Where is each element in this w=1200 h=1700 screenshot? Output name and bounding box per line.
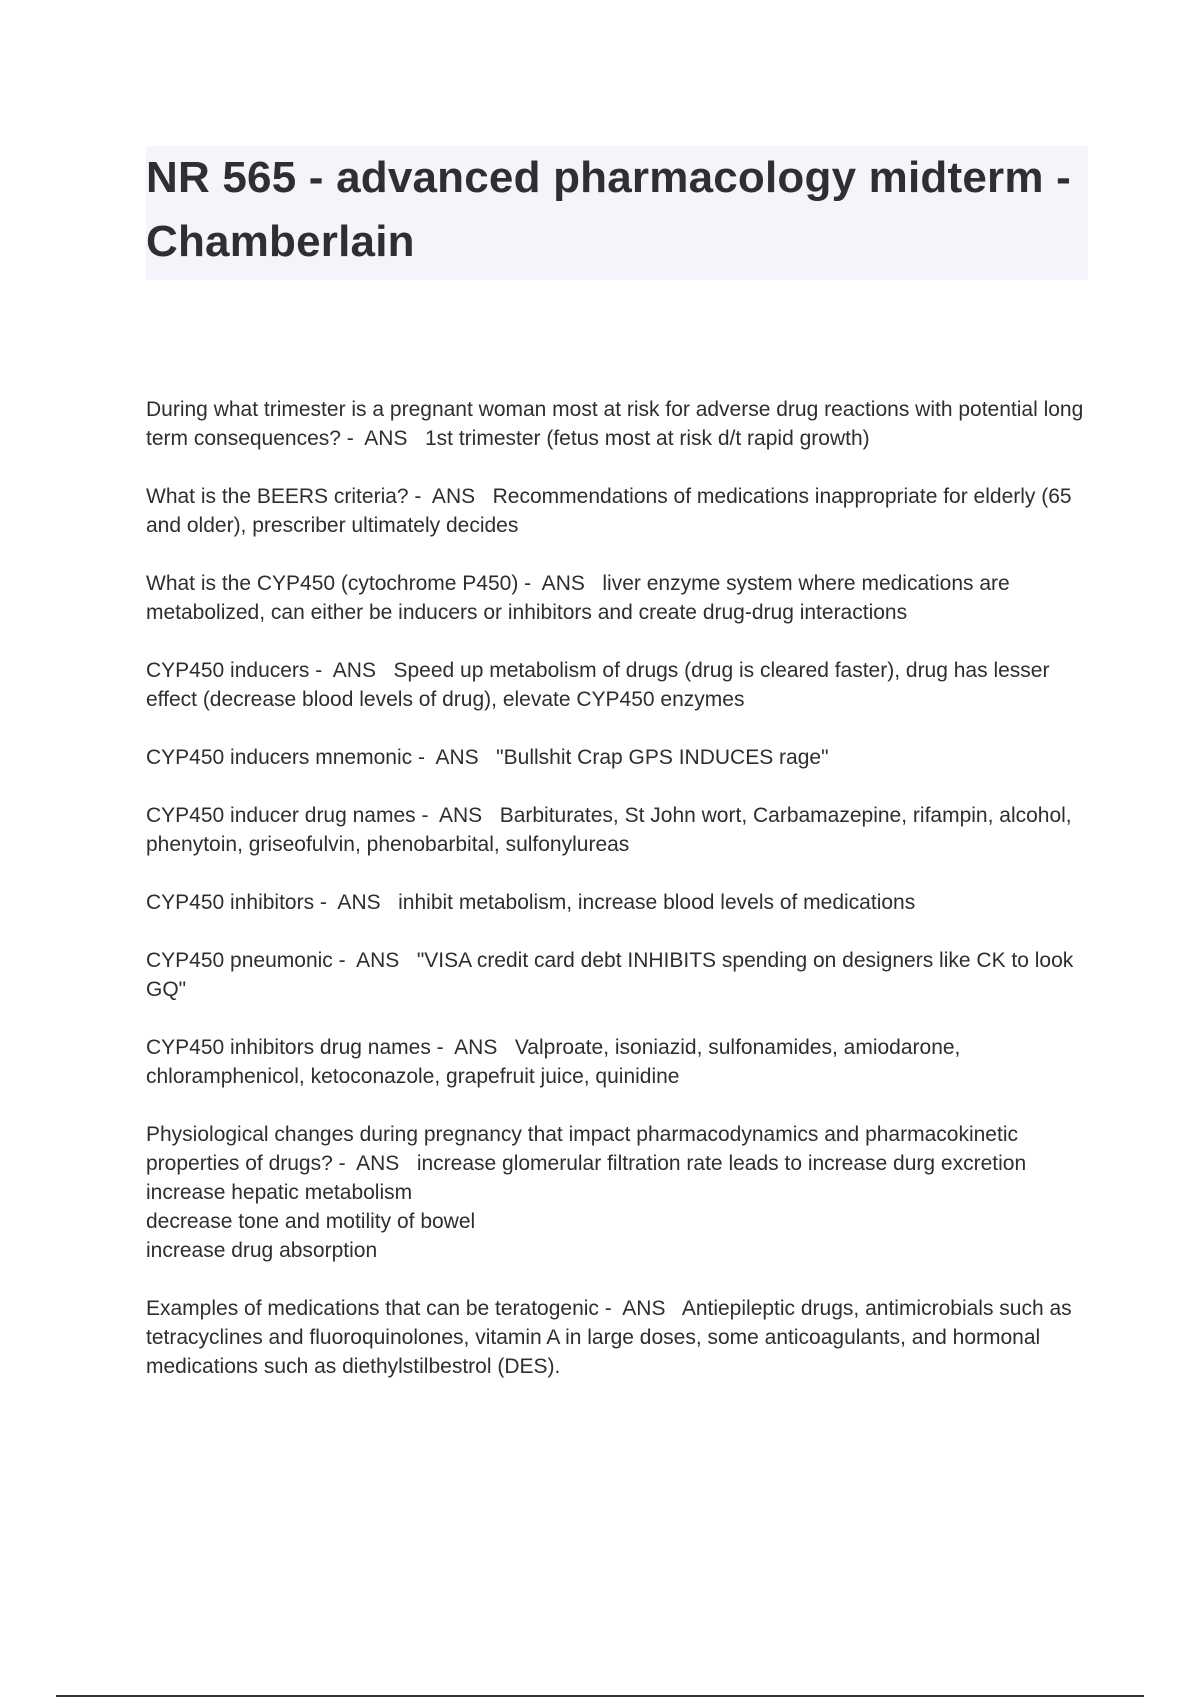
- answer-text: Speed up metabolism of drugs (drug is cleared faster), drug has lesser effect (decrease blood levels of drug), elevate CYP450 enzymes: [146, 659, 1050, 711]
- qa-item: [146, 482, 1096, 540]
- question-text: CYP450 inhibitors drug names: [146, 1036, 431, 1059]
- qa-item: [146, 656, 1096, 714]
- answer-text: increase glomerular filtration rate leads to increase durg excretion increase hepatic metabolism decrease tone and motility of bowel increase drug absorption: [146, 1152, 1027, 1262]
- answer-text: inhibit metabolism, increase blood levels of medications: [398, 891, 916, 914]
- answer-separator: - ANS: [415, 804, 500, 827]
- qa-item: [146, 946, 1096, 1004]
- question-text: Physiological changes during pregnancy that impact pharmacodynamics and pharmacokinetic properties of drugs?: [146, 1123, 1018, 1175]
- answer-text: "VISA credit card debt INHIBITS spending on designers like CK to look GQ": [146, 949, 1074, 1001]
- answer-text: 1st trimester (fetus most at risk d/t rapid growth): [424, 427, 870, 450]
- qa-item: [146, 743, 1096, 772]
- question-text: CYP450 inducers: [146, 659, 310, 682]
- qa-item: [146, 395, 1096, 453]
- answer-separator: - ANS: [412, 746, 497, 769]
- answer-text: liver enzyme system where medications are metabolized, can either be inducers or inhibitors and create drug-drug interactions: [146, 572, 1010, 624]
- question-text: What is the BEERS criteria?: [146, 485, 409, 508]
- question-text: What is the CYP450 (cytochrome P450): [146, 572, 519, 595]
- qa-item: [146, 1033, 1096, 1091]
- answer-text: Barbiturates, St John wort, Carbamazepine, rifampin, alcohol, phenytoin, griseofulvin, phenobarbital, sulfonylureas: [146, 804, 1072, 856]
- question-text: CYP450 inducer drug names: [146, 804, 416, 827]
- footer-divider: [56, 1695, 1144, 1697]
- answer-text: Recommendations of medications inappropriate for elderly (65 and older), prescriber ultimately decides: [146, 485, 1072, 537]
- answer-separator: - ANS: [408, 485, 493, 508]
- qa-item: [146, 888, 1096, 917]
- qa-list: [146, 395, 1096, 1410]
- answer-text: "Bullshit Crap GPS INDUCES rage": [496, 746, 829, 769]
- answer-text: Valproate, isoniazid, sulfonamides, amiodarone, chloramphenicol, ketoconazole, grapefruit juice, quinidine: [146, 1036, 961, 1088]
- question-text: CYP450 pneumonic: [146, 949, 333, 972]
- question-text: During what trimester is a pregnant woman most at risk for adverse drug reactions with potential long term consequences?: [146, 398, 1084, 450]
- qa-item: [146, 801, 1096, 859]
- page-title: NR 565 - advanced pharmacology midterm - Chamberlain: [146, 153, 1071, 266]
- answer-separator: - ANS: [518, 572, 603, 595]
- answer-text: Antiepileptic drugs, antimicrobials such as tetracyclines and fluoroquinolones, vitamin A in large doses, some anticoagulants, and hormonal medications such as diethylstilbestrol (DES).: [146, 1297, 1072, 1378]
- answer-separator: - ANS: [340, 427, 425, 450]
- question-text: CYP450 inhibitors: [146, 891, 315, 914]
- answer-separator: - ANS: [332, 949, 417, 972]
- qa-item: [146, 569, 1096, 627]
- answer-separator: - ANS: [430, 1036, 515, 1059]
- answer-separator: - ANS: [332, 1152, 417, 1175]
- question-text: Examples of medications that can be teratogenic: [146, 1297, 599, 1320]
- question-text: CYP450 inducers mnemonic: [146, 746, 413, 769]
- qa-item: [146, 1120, 1096, 1265]
- title-block: [146, 146, 1088, 280]
- answer-separator: - ANS: [314, 891, 399, 914]
- answer-separator: - ANS: [309, 659, 394, 682]
- answer-separator: - ANS: [598, 1297, 682, 1320]
- qa-item: [146, 1294, 1096, 1381]
